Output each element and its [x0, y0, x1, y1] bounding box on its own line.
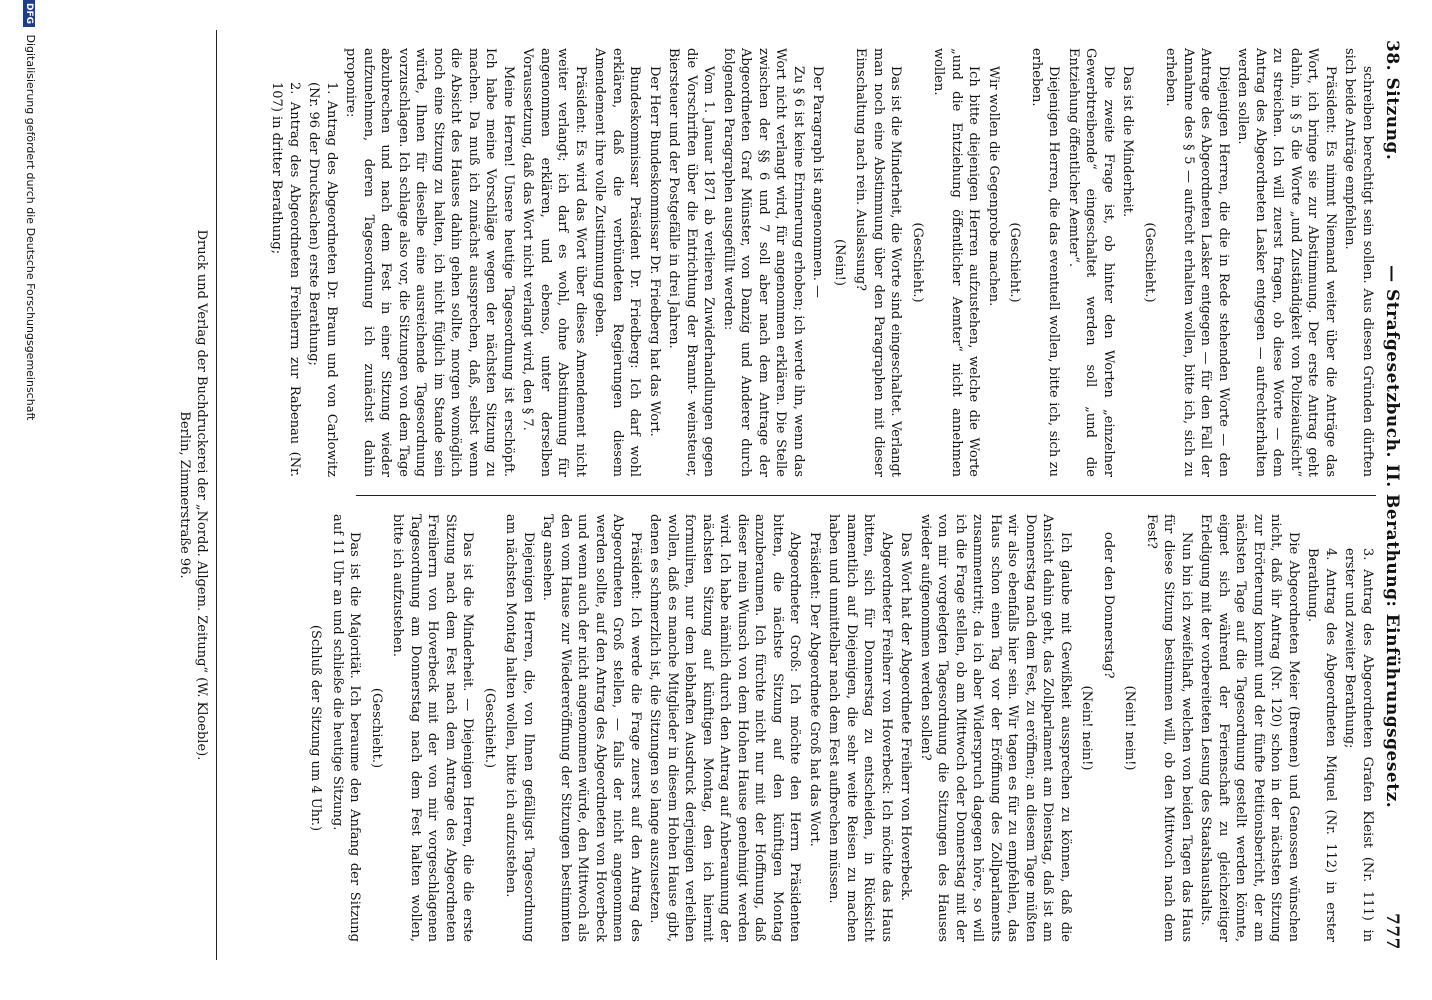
right-paragraph: 4. Antrag des Abgeordneten Miquel (Nr. 112) in erster Berathung. [1305, 548, 1338, 942]
right-paragraph: oder den Donnerstag? [1101, 532, 1116, 679]
right-paragraph: Nun bin ich zweifelhaft, welchen von beiden Tagen das Haus für diese Sitzung bestimmen will, ob den Mittwoch nach dem Fest? [1144, 514, 1194, 942]
right-paragraph: Das Wort hat der Abgeordnete Freiherr von Hoverbeck. [898, 532, 914, 902]
right-paragraph: Präsident: Ich werde die Frage zuerst auf den Antrag des Abgeordneten Groß stellen, — falls der nicht angenommen werden sollte, auf den Antrag des Abgeordneten von Hoverbeck und wenn auch der nicht angenommen würde, den Mittwoch als den vom Hause zur Wiedereröffnung der Sitzungen bestimmten Tag ansehen. [540, 514, 643, 942]
left-paragraph: Die zweite Frage ist, ob hinter den Worten „einzelner Gewerbtreibende“ eingeschaltet werden soll „und die Entziehung öffentlicher Aemter“. [1066, 48, 1116, 477]
right-column [308, 495, 1376, 960]
left-paragraph: Der Paragraph ist angenommen. — [810, 66, 826, 298]
right-paragraph: Das ist die Majorität. Ich beraume den Anfang der Sitzung auf 11 Uhr an und schließe die heutige Sitzung. [330, 514, 363, 942]
right-paragraph: (Nein! nein!) [1079, 685, 1095, 771]
left-paragraph: 2. Antrag des Abgeordneten Freiherrn zur Rabenau (Nr. 107) in dritter Berathung; [269, 82, 302, 477]
right-paragraph: Das ist die Minderheit. — Diejenigen Herren, die die erste Sitzung nach dem Fest nach dem Antrage des Abgeordneten Freiherrn von Hoverbeck mit der von mir vorgeschlagenen Tagesordnung am Donnerstag nach dem Fest halten wollen, bitte ich aufzustehen. [390, 514, 476, 942]
digitization-note [23, 0, 37, 1000]
right-paragraph: (Geschieht.) [369, 687, 384, 769]
left-paragraph: Ich bitte diejenigen Herren aufzustehen, welche die Worte „und die Entziehung öffentlicher Aemter“ nicht annehmen wollen. [931, 48, 982, 477]
text-columns [269, 30, 1376, 960]
left-paragraph: Das ist die Minderheit, die Worte sind eingeschaltet. Verlangt man noch eine Abstimmung über den Paragraphen mit dieser Einschaltung nach rein. Auslassung? [853, 48, 904, 477]
left-paragraph: Der Herr Bundeskommissar Dr. Friedberg hat das Wort. [647, 66, 662, 437]
right-paragraph: Präsident: Der Abgeordnete Groß hat das Wort. [807, 532, 822, 847]
left-paragraph: Wir wollen die Gegenprobe machen. [986, 66, 1001, 307]
left-paragraph: Das ist die Minderheit. [1120, 66, 1136, 218]
left-paragraph: Meine Herren! Unsere heutige Tagesordnung ist erschöpft. Ich habe meine Vorschläge wegen der nächsten Sitzung zu machen. Da muß ich zunächst aussprechen, daß, selbst wenn die Absicht des Hauses dahin gehen sollte, morgen womöglich noch eine Sitzung zu halten, ich nicht füglich im Stande sein würde, Ihnen für dieselbe eine ausreichende Tagesordnung vorzuschlagen. Ich schlage also vor, die Sitzungen von dem Tage abzubrechen und nach dem Fest in einer Sitzung wieder aufzunehmen, deren Tagesordnung ich zunächst dahin proponire: [343, 48, 516, 477]
left-paragraph: (Geschieht.) [1142, 222, 1157, 303]
right-paragraph: Diejenigen Herren, die, von Ihnen gefälligst Tagesordnung am nächsten Montag halten wollen, bitte ich aufzustehen. [503, 514, 536, 942]
page-header [1376, 30, 1402, 960]
left-paragraph: Diejenigen Herren, die die in Rede stehenden Worte — den Antrage des Abgeordneten Lasker entgegen — für den Fall der Annahme des § 5 — aufrecht erhalten wollen, bitte ich, sich zu erheben. [1163, 48, 1231, 477]
right-paragraph: (Nein! nein!) [1122, 685, 1138, 771]
dfg-logo: DFG [23, 0, 35, 27]
right-paragraph: Ich glaube mit Gewißheit aussprechen zu können, daß die Ansicht dahin geht, das Zollparlament am Dienstag, daß ist am Donnerstag nach dem Fest, zu eröffnen; an diesem Tage müßten wir also ebenfalls hier sein. Wir tagen es für zu empfehlen, das Haus schon einen Tag vor der Eröffnung des Zollparlaments zusammentritt; da ich aber Widerspruch dagegen höre, so will ich die Frage stellen, ob am Mittwoch oder Donnerstag mit der von mir vorgelegten Tagesordnung die Sitzungen des Hauses wieder aufgenommen werden sollen? [918, 514, 1073, 942]
left-paragraph: schreiben berechtigt sein sollen. Aus diesen Gründen dürften sich beide Anträge empfehlen. [1342, 48, 1375, 477]
right-paragraph: (Schluß der Sitzung um 4 Uhr.) [308, 624, 324, 832]
left-column [269, 30, 1376, 495]
imprint-footer [176, 30, 217, 960]
left-paragraph: Diejenigen Herren, die das eventuell wollen, bitte ich, sich zu erheben. [1029, 48, 1062, 477]
left-paragraph: Präsident: Es nimmt Niemand weiter über die Anträge das Wort, ich bringe sie zur Abstimmung. Der erste Antrag geht dahin, in § 5 die Worte „und Zuständigkeit von Polizeiaufsicht“ zu streichen. Ich will zuerst fragen, ob diese Worte — dem Antrag des Abgeordneten Lasker entgegen — aufrechterhalten werden sollen. [1235, 48, 1338, 477]
right-paragraph: 3. Antrag des Abgeordneten Grafen Kleist (Nr. 111) in erster und zweiter Berathung; [1342, 548, 1375, 942]
right-paragraph: (Geschieht.) [482, 687, 497, 769]
right-paragraph: Abgeordneter Groß: Ich möchte den Herrn Präsidenten bitten, die nächste Sitzung auf den künftigen Montag anzuberaumen. Ich fürchte nicht nur mit der Hoffnung, daß dieser mein Wunsch von dem Hohen Hause genehmigt werden wird. Ich habe nämlich durch den Antrag auf Anberaumung der nächsten Sitzung auf künftigen Montag, den ich hiermit formuliren, nur dem lebhaften Ausdruck derjenigen verleihen wollen, daß es manche Mitglieder in diesem Hohen Hause gibt, denen es schmerzlich ist, die Sitzungen so lange auszusetzen. [647, 514, 803, 942]
left-paragraph: Zu § 6 ist keine Erinnerung erhoben; ich werde ihn, wenn das Wort nicht verlangt wird, für angenommen erklären. Die Stelle zwischen der §§ 6 und 7 soll aber nach dem Antrage der Abgeordneten Graf Münster, von Danzig und Anderer durch folgenden Paragraphen ausgefüllt werden: [721, 48, 806, 477]
imprint-line-1: Druck und Verlag der Buchdruckerei der „Nordd. Allgem. Zeitung“ (W. Kloeble). [194, 229, 209, 761]
right-paragraph: Die Abgeordneten Meier (Bremen) und Genossen wünschen nicht, daß ihr Antrag (Nr. 120) schon in der nächsten Sitzung zur Erörterung kommt und der fünfte Petitionsbericht, der am nächsten Tage auf die Tagesordnung gestellt werden könnte, eignet sich während der Ferienschaft zu gleichzeitiger Erledigung mit der vorbereiteten Lesung des Staatshaushalts. [1198, 514, 1301, 942]
header-left: 38. Sitzung. [1382, 40, 1402, 161]
left-paragraph: 1. Antrag des Abgeordneten Dr. Braun und von Carlowitz (Nr. 96 der Drucksachen) erste Berathung; [306, 82, 339, 477]
header-title: — Strafgesetzbuch. II. Berathung: Einführungsgesetz. [1382, 265, 1402, 809]
left-paragraph: Vom 1. Januar 1871 ab verlieren Zuwiderhandlungen gegen die Vorschriften über die Entrichtung der Brannt- weinsteuer, Biersteuer und der Postgefälle in drei Jahren. [666, 48, 717, 477]
right-paragraph: Abgeordneter Freiherr von Hoverbeck: Ich möchte das Haus bitten, sich für Donnerstag zu entscheiden, in Rücksicht namentlich auf Diejenigen, die sehr weite Reisen zu machen haben und unmittelbar nach dem Fest aufbrechen müssen. [826, 514, 894, 942]
digitization-text: Digitalisierung gefördert durch die Deutsche Forschungsgemeinschaft [24, 34, 37, 421]
left-paragraph: Bundeskommissar Präsident Dr. Friedberg: Ich darf wohl erklären, daß die verbündeten Regierungen diesem Amendement ihre volle Zustimmung geben. [592, 48, 643, 477]
left-paragraph: (Geschieht.) [910, 222, 925, 303]
left-paragraph: (Nein!) [832, 239, 847, 286]
page-number: 777 [1382, 913, 1402, 950]
left-paragraph: (Geschieht.) [1007, 222, 1023, 303]
left-paragraph: Präsident: Es wird das Wort über dieses Amendement nicht weiter verlangt; ich darf es wohl, ohne Abstimmung für angenommen erklären, und ebenso, unter derselben Voraussetzung, daß das Wort nicht verlangt wird, den § 7. [520, 48, 588, 477]
imprint-line-2: Berlin, Zimmerstraße 96. [177, 411, 192, 579]
